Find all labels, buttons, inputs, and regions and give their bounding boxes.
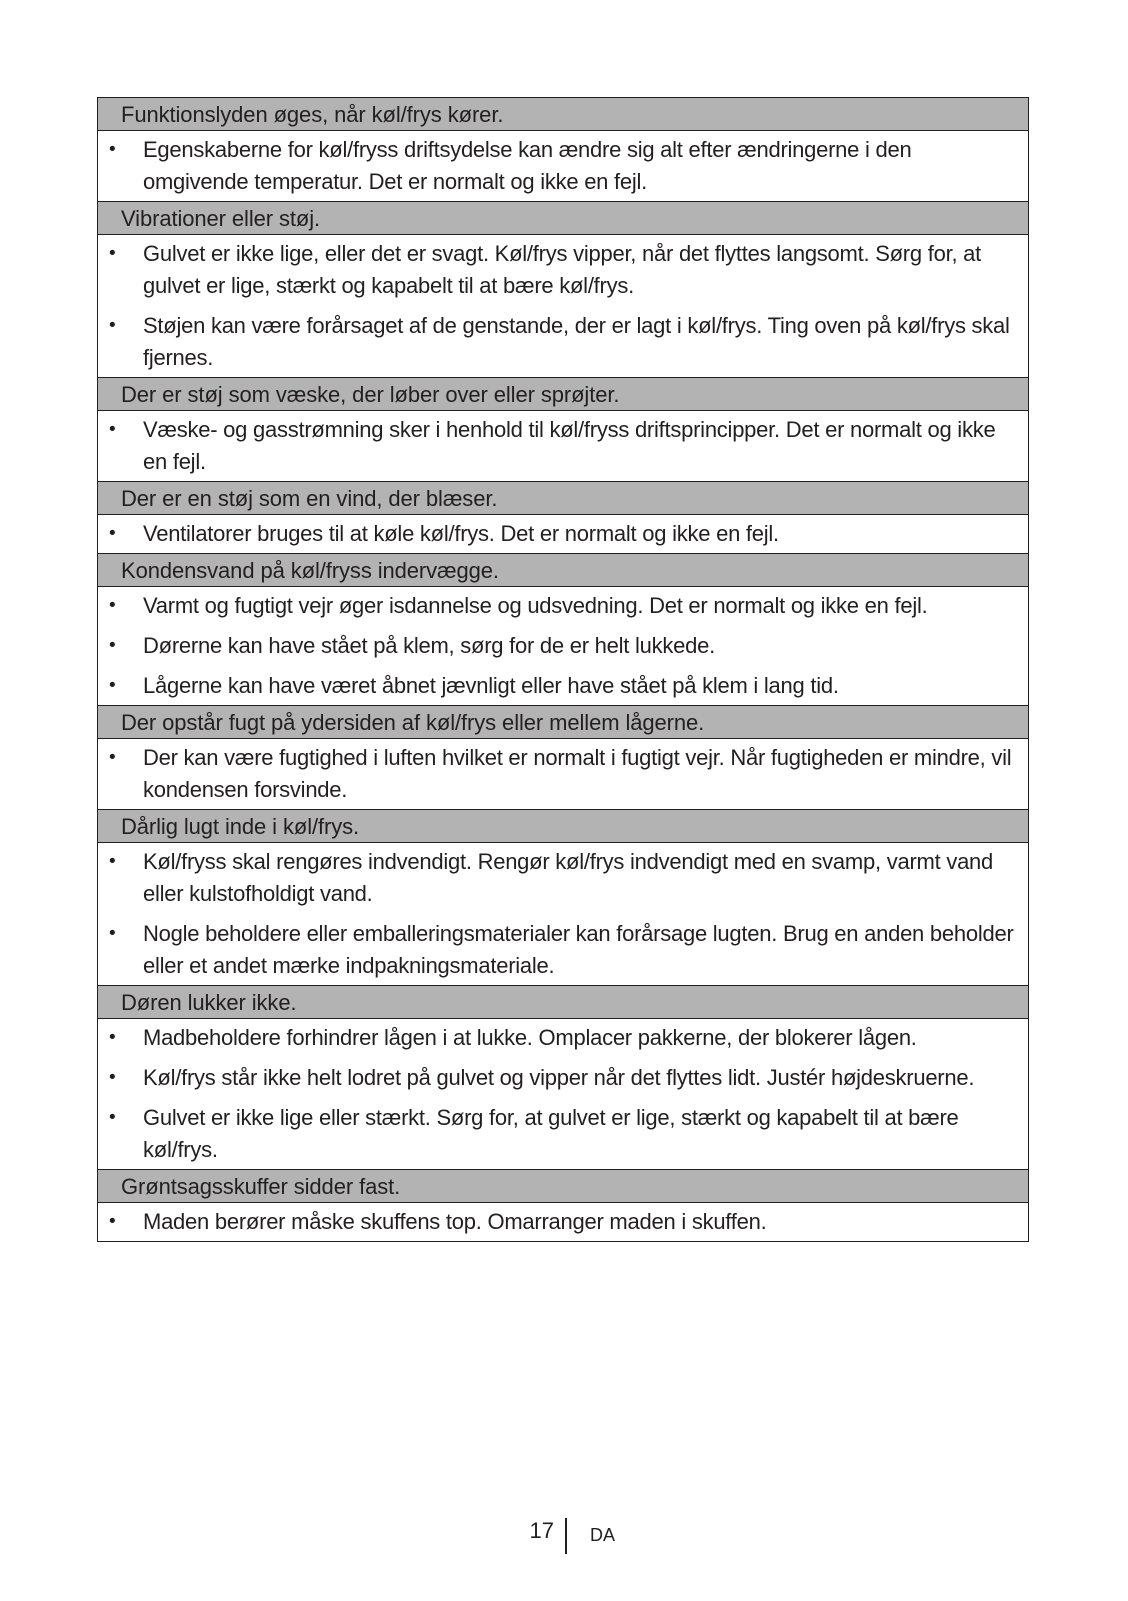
section-heading: Grøntsagsskuffer sidder fast. — [98, 1170, 1028, 1203]
list-item — [98, 742, 1022, 806]
item-text: Varmt og fugtigt vejr øger isdannelse og udsvedning. Det er normalt og ikke en fejl. — [143, 593, 928, 618]
bullet-icon: • — [109, 1211, 116, 1232]
item-text: Egenskaberne for køl/fryss driftsydelse kan ændre sig alt efter ændringerne i den omgivende temperatur. Det er normalt og ikke en fejl. — [143, 137, 912, 194]
section — [98, 554, 1028, 706]
section-heading: Kondensvand på køl/fryss indervægge. — [98, 554, 1028, 587]
page-number: 17 — [529, 1518, 554, 1543]
footer-divider — [565, 1518, 567, 1554]
bullet-icon: • — [109, 243, 116, 264]
list-item — [98, 590, 1022, 630]
section-items — [98, 1203, 1028, 1242]
bullet-icon: • — [109, 595, 116, 616]
list-item — [98, 238, 1022, 310]
list-item — [98, 1102, 1022, 1166]
bullet-icon: • — [109, 1027, 116, 1048]
section-heading: Der er støj som væske, der løber over eller sprøjter. — [98, 378, 1028, 411]
section-heading: Dårlig lugt inde i køl/frys. — [98, 810, 1028, 843]
section — [98, 482, 1028, 554]
section-heading: Der opstår fugt på ydersiden af køl/frys eller mellem lågerne. — [98, 706, 1028, 739]
item-text: Støjen kan være forårsaget af de genstande, der er lagt i køl/frys. Ting oven på køl/frys skal fjernes. — [143, 313, 1010, 370]
list-item — [98, 670, 1022, 702]
bullet-icon: • — [109, 139, 116, 160]
section — [98, 378, 1028, 482]
page-footer — [0, 1516, 1128, 1556]
item-text: Gulvet er ikke lige eller stærkt. Sørg for, at gulvet er lige, stærkt og kapabelt til at bære køl/frys. — [143, 1105, 959, 1162]
list-item — [98, 1206, 1022, 1238]
bullet-icon: • — [109, 1107, 116, 1128]
bullet-icon: • — [109, 523, 116, 544]
bullet-icon: • — [109, 923, 116, 944]
bullet-icon: • — [109, 675, 116, 696]
bullet-icon: • — [109, 635, 116, 656]
section — [98, 202, 1028, 378]
section — [98, 810, 1028, 986]
section-heading: Vibrationer eller støj. — [98, 202, 1028, 235]
section-heading: Funktionslyden øges, når køl/frys kører. — [98, 98, 1028, 131]
section-items — [98, 739, 1028, 810]
section-items — [98, 587, 1028, 706]
section-items — [98, 1019, 1028, 1170]
section — [98, 98, 1028, 202]
bullet-icon: • — [109, 851, 116, 872]
bullet-icon: • — [109, 419, 116, 440]
item-text: Nogle beholdere eller emballeringsmaterialer kan forårsage lugten. Brug en anden beholder eller et andet mærke indpakningsmateriale. — [143, 921, 1014, 978]
list-item — [98, 1062, 1022, 1102]
section-heading: Der er en støj som en vind, der blæser. — [98, 482, 1028, 515]
language-code: DA — [590, 1525, 616, 1545]
item-text: Køl/fryss skal rengøres indvendigt. Rengør køl/frys indvendigt med en svamp, varmt vand eller kulstofholdigt vand. — [143, 849, 994, 906]
bullet-icon: • — [109, 1067, 116, 1088]
item-text: Lågerne kan have været åbnet jævnligt eller have stået på klem i lang tid. — [143, 673, 839, 698]
bullet-icon: • — [109, 315, 116, 336]
section-items — [98, 843, 1028, 986]
list-item — [98, 630, 1022, 670]
list-item — [98, 518, 1022, 550]
item-text: Madbeholdere forhindrer lågen i at lukke. Omplacer pakkerne, der blokerer lågen. — [143, 1025, 917, 1050]
section — [98, 986, 1028, 1170]
list-item — [98, 134, 1022, 198]
section-items — [98, 131, 1028, 202]
section-heading: Døren lukker ikke. — [98, 986, 1028, 1019]
list-item — [98, 846, 1022, 918]
item-text: Gulvet er ikke lige, eller det er svagt. Køl/frys vipper, når det flyttes langsomt. Sørg for, at gulvet er lige, stærkt og kapabelt til at bære køl/frys. — [143, 241, 982, 298]
item-text: Køl/frys står ikke helt lodret på gulvet og vipper når det flyttes lidt. Justér højdeskruerne. — [143, 1065, 975, 1090]
list-item — [98, 310, 1022, 374]
section — [98, 706, 1028, 810]
troubleshooting-table — [97, 97, 1029, 1242]
item-text: Ventilatorer bruges til at køle køl/frys. Det er normalt og ikke en fejl. — [143, 521, 779, 546]
bullet-icon: • — [109, 747, 116, 768]
item-text: Væske- og gasstrømning sker i henhold til køl/fryss driftsprincipper. Det er normalt og ikke en fejl. — [143, 417, 996, 474]
section-items — [98, 515, 1028, 554]
item-text: Maden berører måske skuffens top. Omarranger maden i skuffen. — [143, 1209, 767, 1234]
list-item — [98, 414, 1022, 478]
item-text: Der kan være fugtighed i luften hvilket er normalt i fugtigt vejr. Når fugtigheden er mindre, vil kondensen forsvinde. — [143, 745, 1012, 802]
item-text: Dørerne kan have stået på klem, sørg for de er helt lukkede. — [143, 633, 715, 658]
list-item — [98, 918, 1022, 982]
section-items — [98, 411, 1028, 482]
list-item — [98, 1022, 1022, 1062]
section-items — [98, 235, 1028, 378]
section — [98, 1170, 1028, 1242]
